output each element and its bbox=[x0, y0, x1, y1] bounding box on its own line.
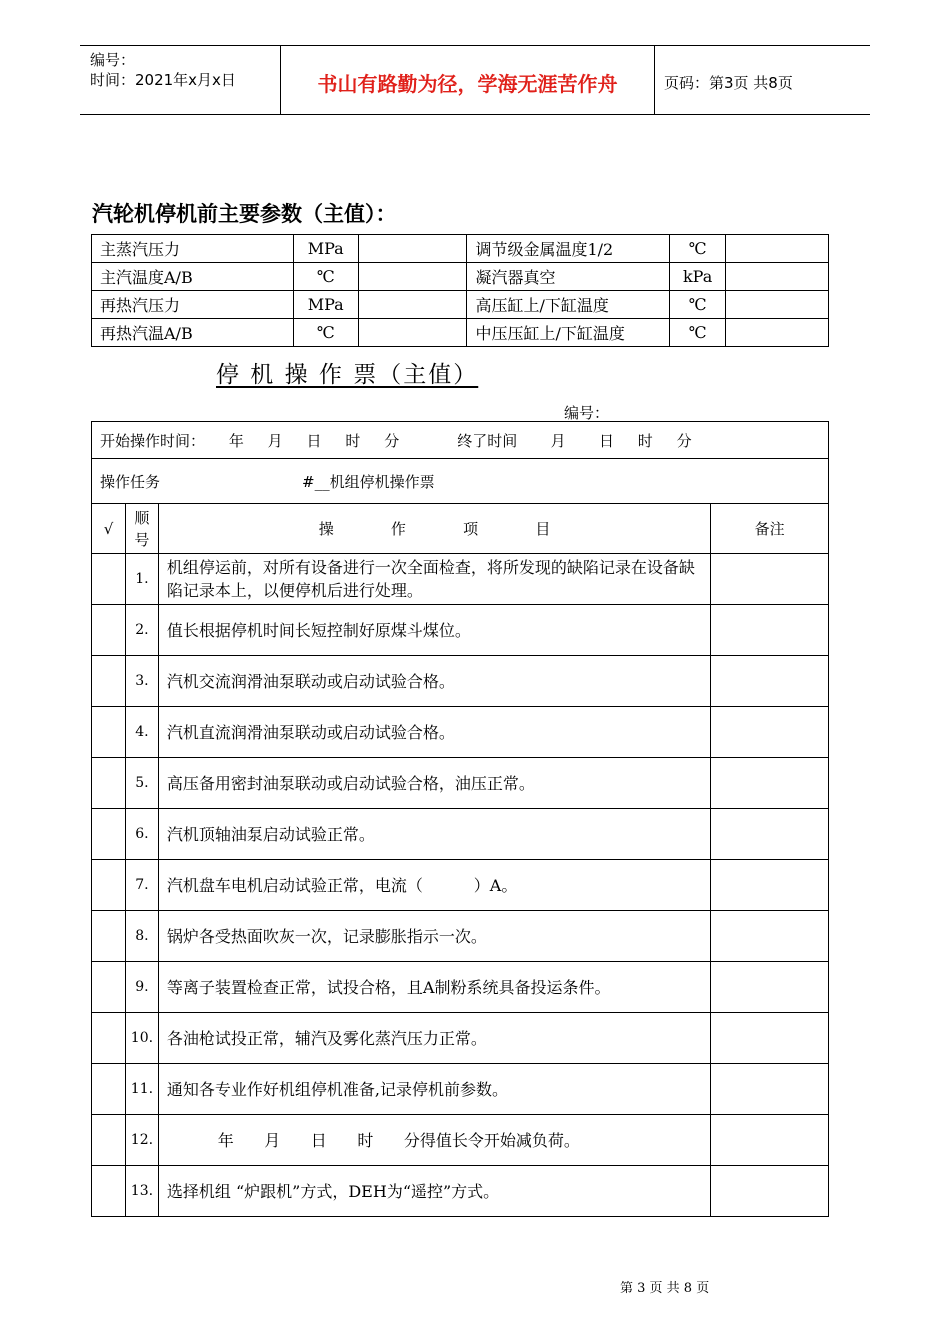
page-footer: 第 3 页 共 8 页 bbox=[620, 1281, 710, 1296]
param-name: 中压压缸上/下缸温度 bbox=[467, 319, 670, 347]
param-unit: ℃ bbox=[293, 263, 358, 291]
operation-text: 汽机盘车电机启动试验正常，电流（ ）A。 bbox=[158, 860, 710, 911]
seq-number: 4. bbox=[125, 707, 158, 758]
operation-text: 值长根据停机时间长短控制好原煤斗煤位。 bbox=[158, 605, 710, 656]
param-name: 主蒸汽压力 bbox=[92, 235, 294, 263]
start-time-cell bbox=[92, 422, 829, 459]
check-cell bbox=[92, 1013, 126, 1064]
param-value-cell bbox=[726, 319, 829, 347]
seq-number: 12. bbox=[125, 1115, 158, 1166]
param-unit: ℃ bbox=[670, 291, 726, 319]
start-time-label: 开始操作时间： 年 月 日 时 分 bbox=[100, 431, 400, 450]
param-unit: ℃ bbox=[670, 235, 726, 263]
operation-item-row bbox=[92, 758, 829, 809]
param-name: 主汽温度A/B bbox=[92, 263, 294, 291]
params-table bbox=[91, 234, 829, 347]
seq-column-header: 顺号 bbox=[125, 504, 158, 554]
task-row bbox=[92, 459, 829, 504]
seq-number: 11. bbox=[125, 1064, 158, 1115]
seq-number: 1. bbox=[125, 554, 158, 605]
operation-item-row bbox=[92, 1013, 829, 1064]
note-cell bbox=[711, 911, 829, 962]
params-row bbox=[92, 235, 829, 263]
param-unit: MPa bbox=[293, 291, 358, 319]
operation-text: 机组停运前，对所有设备进行一次全面检查，将所发现的缺陷记录在设备缺陷记录本上，以便停机后进行处理。 bbox=[158, 554, 710, 605]
note-cell bbox=[711, 1064, 829, 1115]
seq-number: 6. bbox=[125, 809, 158, 860]
time-label: 时间：2021年x月x日 bbox=[90, 71, 236, 89]
operation-text: 选择机组 “炉跟机”方式，DEH为“遥控”方式。 bbox=[158, 1166, 710, 1217]
param-unit: MPa bbox=[293, 235, 358, 263]
column-header-row bbox=[92, 504, 829, 554]
seq-number: 9. bbox=[125, 962, 158, 1013]
param-unit: ℃ bbox=[293, 319, 358, 347]
note-column-header: 备注 bbox=[711, 504, 829, 554]
param-unit: ℃ bbox=[670, 319, 726, 347]
check-column-header: √ bbox=[92, 504, 126, 554]
param-name: 再热汽压力 bbox=[92, 291, 294, 319]
param-value-cell bbox=[726, 263, 829, 291]
operation-text: 高压备用密封油泵联动或启动试验合格，油压正常。 bbox=[158, 758, 710, 809]
header-motto: 书山有路勤为径，学海无涯苦作舟 bbox=[317, 72, 618, 96]
note-cell bbox=[711, 1115, 829, 1166]
ticket-number: 编号：_________ bbox=[564, 404, 677, 422]
task-label: 操作任务 bbox=[100, 472, 161, 491]
seq-number: 2. bbox=[125, 605, 158, 656]
param-value-cell bbox=[726, 291, 829, 319]
check-cell bbox=[92, 1115, 126, 1166]
operation-item-row bbox=[92, 1115, 829, 1166]
operation-item-row bbox=[92, 911, 829, 962]
param-name: 凝汽器真空 bbox=[467, 263, 670, 291]
seq-number: 3. bbox=[125, 656, 158, 707]
check-cell bbox=[92, 962, 126, 1013]
seq-number: 5. bbox=[125, 758, 158, 809]
operation-item-row bbox=[92, 962, 829, 1013]
param-name: 调节级金属温度1/2 bbox=[467, 235, 670, 263]
operation-item-row bbox=[92, 1166, 829, 1217]
params-title: 汽轮机停机前主要参数（主值）： bbox=[92, 202, 397, 226]
item-column-header: 操 作 项 目 bbox=[158, 504, 710, 554]
param-value-cell bbox=[358, 263, 467, 291]
params-row bbox=[92, 263, 829, 291]
check-cell bbox=[92, 554, 126, 605]
operation-item-row bbox=[92, 605, 829, 656]
seq-number: 8. bbox=[125, 911, 158, 962]
params-row bbox=[92, 291, 829, 319]
operation-text: 锅炉各受热面吹灰一次，记录膨胀指示一次。 bbox=[158, 911, 710, 962]
param-unit: kPa bbox=[670, 263, 726, 291]
note-cell bbox=[711, 809, 829, 860]
seq-number: 7. bbox=[125, 860, 158, 911]
check-cell bbox=[92, 911, 126, 962]
check-cell bbox=[92, 809, 126, 860]
param-value-cell bbox=[358, 235, 467, 263]
operation-text: 等离子装置检查正常，试投合格，且A制粉系统具备投运条件。 bbox=[158, 962, 710, 1013]
code-label: 编号： bbox=[90, 51, 136, 69]
params-row bbox=[92, 319, 829, 347]
note-cell bbox=[711, 656, 829, 707]
note-cell bbox=[711, 707, 829, 758]
note-cell bbox=[711, 554, 829, 605]
check-cell bbox=[92, 860, 126, 911]
check-cell bbox=[92, 707, 126, 758]
end-time-label: 终了时间 月 日 时 分 bbox=[457, 431, 692, 450]
operation-text: 汽机顶轴油泵启动试验正常。 bbox=[158, 809, 710, 860]
operation-item-row bbox=[92, 809, 829, 860]
task-cell bbox=[92, 459, 829, 504]
param-name: 再热汽温A/B bbox=[92, 319, 294, 347]
header-page-info: 页码：第3页 共8页 bbox=[664, 74, 793, 92]
operation-item-row bbox=[92, 1064, 829, 1115]
check-cell bbox=[92, 656, 126, 707]
check-cell bbox=[92, 1166, 126, 1217]
check-cell bbox=[92, 605, 126, 656]
note-cell bbox=[711, 1166, 829, 1217]
operation-item-row bbox=[92, 656, 829, 707]
operation-table bbox=[91, 421, 829, 1217]
check-cell bbox=[92, 758, 126, 809]
note-cell bbox=[711, 1013, 829, 1064]
note-cell bbox=[711, 860, 829, 911]
ticket-title: 停 机 操 作 票（主值） bbox=[216, 362, 479, 388]
note-cell bbox=[711, 605, 829, 656]
operation-text: 各油枪试投正常，辅汽及雾化蒸汽压力正常。 bbox=[158, 1013, 710, 1064]
note-cell bbox=[711, 962, 829, 1013]
param-value-cell bbox=[358, 291, 467, 319]
param-name: 高压缸上/下缸温度 bbox=[467, 291, 670, 319]
start-time-row bbox=[92, 422, 829, 459]
operation-item-row bbox=[92, 707, 829, 758]
param-value-cell bbox=[726, 235, 829, 263]
operation-item-row bbox=[92, 860, 829, 911]
operation-text: 汽机交流润滑油泵联动或启动试验合格。 bbox=[158, 656, 710, 707]
seq-number: 13. bbox=[125, 1166, 158, 1217]
operation-item-row bbox=[92, 554, 829, 605]
task-value: #__机组停机操作票 bbox=[302, 472, 435, 491]
note-cell bbox=[711, 758, 829, 809]
check-cell bbox=[92, 1064, 126, 1115]
param-value-cell bbox=[358, 319, 467, 347]
operation-text: 通知各专业作好机组停机准备,记录停机前参数。 bbox=[158, 1064, 710, 1115]
header-divider bbox=[654, 46, 655, 114]
operation-text: 汽机直流润滑油泵联动或启动试验合格。 bbox=[158, 707, 710, 758]
operation-text: 年 月 日 时 分得值长令开始减负荷。 bbox=[158, 1115, 710, 1166]
page-header bbox=[80, 45, 870, 115]
seq-number: 10. bbox=[125, 1013, 158, 1064]
header-meta bbox=[90, 50, 236, 90]
